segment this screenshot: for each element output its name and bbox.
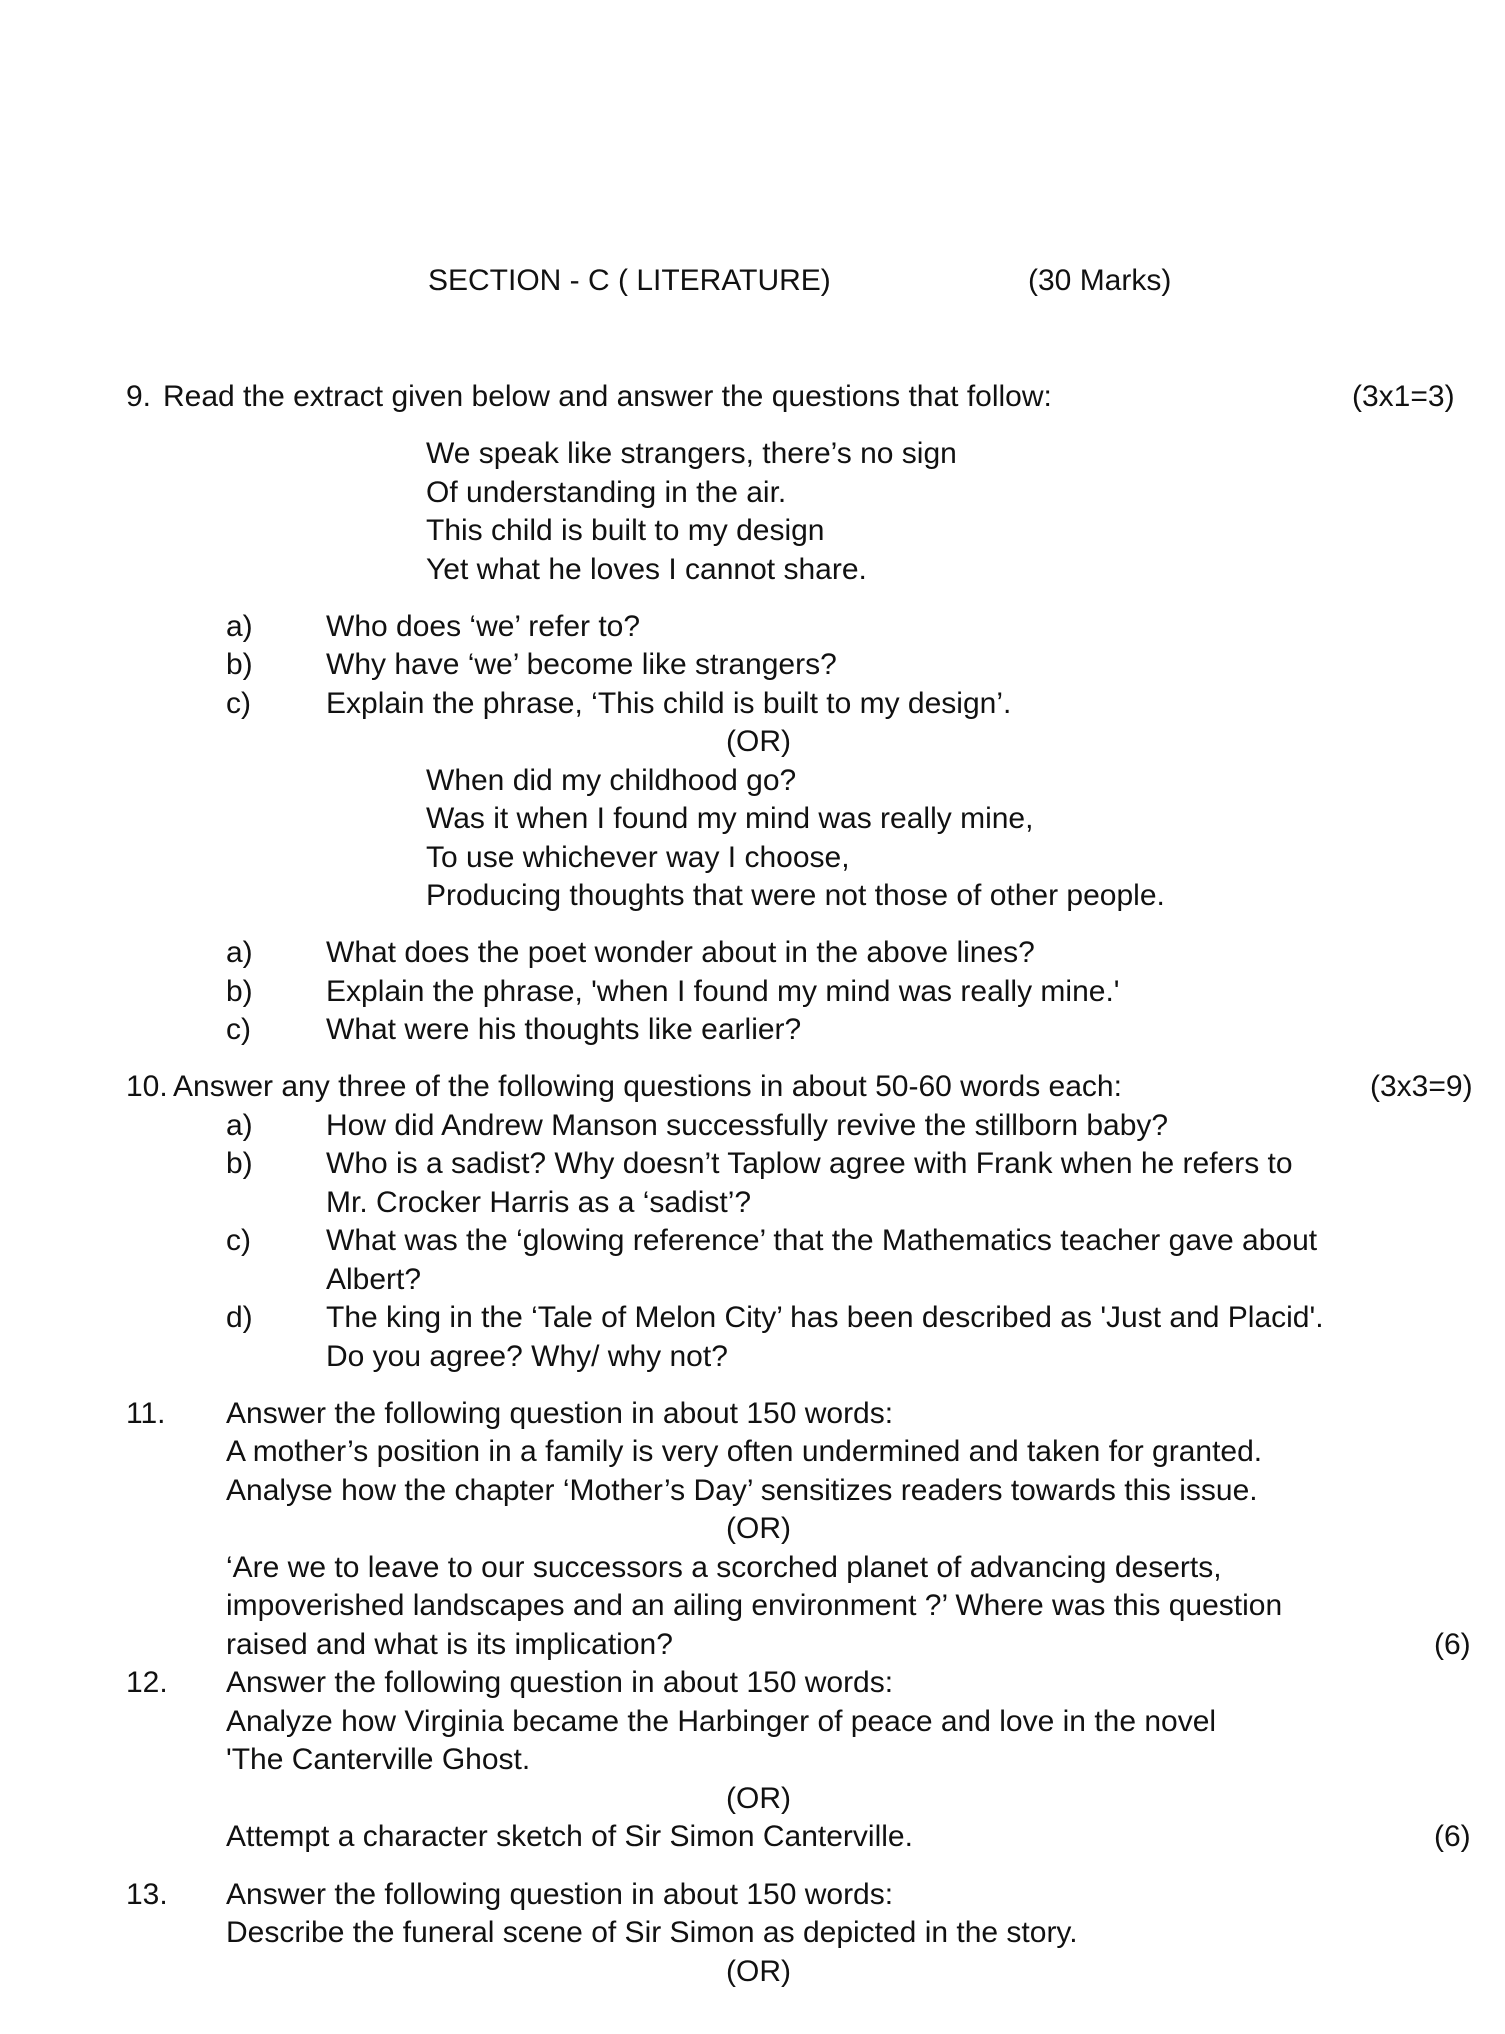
sub-question-text: Why have ‘we’ become like strangers? <box>326 648 837 681</box>
sub-question-text: Mr. Crocker Harris as a ‘sadist’? <box>326 1186 752 1219</box>
question-prompt: Answer the following question in about 150 words: <box>226 1878 894 1911</box>
question-prompt: Answer the following question in about 150 words: <box>226 1397 894 1430</box>
question-number: 10. <box>126 1070 168 1103</box>
poem-line: We speak like strangers, there’s no sign <box>426 437 957 470</box>
poem-line: Yet what he loves I cannot share. <box>426 553 867 586</box>
sub-question-label: d) <box>226 1301 253 1334</box>
sub-question-label: c) <box>226 1224 251 1257</box>
question-body-line: impoverished landscapes and an ailing environment ?’ Where was this question <box>226 1589 1283 1622</box>
sub-question-label: b) <box>226 975 253 1008</box>
sub-question-text: Albert? <box>326 1263 422 1296</box>
poem-line: When did my childhood go? <box>426 764 797 797</box>
section-marks: (30 Marks) <box>1028 264 1172 297</box>
question-number: 13. <box>126 1878 168 1911</box>
question-body-line: A mother’s position in a family is very often undermined and taken for granted. <box>226 1435 1263 1468</box>
sub-question-text: Explain the phrase, ‘This child is built to my design’. <box>326 687 1012 720</box>
sub-question-label: b) <box>226 648 253 681</box>
question-body-line: Describe the funeral scene of Sir Simon as depicted in the story. <box>226 1916 1078 1949</box>
question-marks: (6) <box>1434 1820 1471 1853</box>
sub-question-label: a) <box>226 936 253 969</box>
question-marks: (3x3=9) <box>1370 1070 1473 1103</box>
question-marks: (3x1=3) <box>1352 380 1455 413</box>
poem-line: Was it when I found my mind was really mine, <box>426 802 1034 835</box>
or-divider: (OR) <box>726 1512 791 1545</box>
question-number: 9. <box>126 380 152 413</box>
question-body-line: Analyse how the chapter ‘Mother’s Day’ sensitizes readers towards this issue. <box>226 1474 1258 1507</box>
sub-question-label: c) <box>226 1013 251 1046</box>
sub-question-text: Explain the phrase, 'when I found my mind was really mine.' <box>326 975 1120 1008</box>
question-body-line: 'The Canterville Ghost. <box>226 1743 531 1776</box>
section-title: SECTION - C ( LITERATURE) <box>428 264 831 297</box>
sub-question-text: Who does ‘we’ refer to? <box>326 610 641 643</box>
question-body-line: raised and what is its implication? <box>226 1628 673 1661</box>
sub-question-text: Do you agree? Why/ why not? <box>326 1340 728 1373</box>
poem-line: To use whichever way I choose, <box>426 841 850 874</box>
sub-question-text: What were his thoughts like earlier? <box>326 1013 802 1046</box>
question-prompt: Answer the following question in about 150 words: <box>226 1666 894 1699</box>
sub-question-label: a) <box>226 610 253 643</box>
sub-question-label: c) <box>226 687 251 720</box>
question-number: 12. <box>126 1666 168 1699</box>
or-divider: (OR) <box>726 1955 791 1988</box>
or-divider: (OR) <box>726 725 791 758</box>
question-body-line: ‘Are we to leave to our successors a scorched planet of advancing deserts, <box>226 1551 1222 1584</box>
sub-question-label: a) <box>226 1109 253 1142</box>
poem-line: Producing thoughts that were not those of other people. <box>426 879 1165 912</box>
sub-question-text: Who is a sadist? Why doesn’t Taplow agree with Frank when he refers to <box>326 1147 1293 1180</box>
question-number: 11. <box>126 1397 166 1430</box>
or-divider: (OR) <box>726 1782 791 1815</box>
sub-question-text: How did Andrew Manson successfully revive the stillborn baby? <box>326 1109 1169 1142</box>
question-marks: (6) <box>1434 1628 1471 1661</box>
sub-question-label: b) <box>226 1147 253 1180</box>
sub-question-text: What was the ‘glowing reference’ that the Mathematics teacher gave about <box>326 1224 1318 1257</box>
sub-question-text: What does the poet wonder about in the above lines? <box>326 936 1035 969</box>
sub-question-text: The king in the ‘Tale of Melon City’ has been described as 'Just and Placid'. <box>326 1301 1324 1334</box>
question-body-line: Attempt a character sketch of Sir Simon Canterville. <box>226 1820 913 1853</box>
question-prompt: Answer any three of the following questions in about 50-60 words each: <box>173 1070 1122 1103</box>
poem-line: This child is built to my design <box>426 514 825 547</box>
poem-line: Of understanding in the air. <box>426 476 787 509</box>
question-body-line: Analyze how Virginia became the Harbinger of peace and love in the novel <box>226 1705 1217 1738</box>
question-prompt: Read the extract given below and answer the questions that follow: <box>163 380 1052 413</box>
